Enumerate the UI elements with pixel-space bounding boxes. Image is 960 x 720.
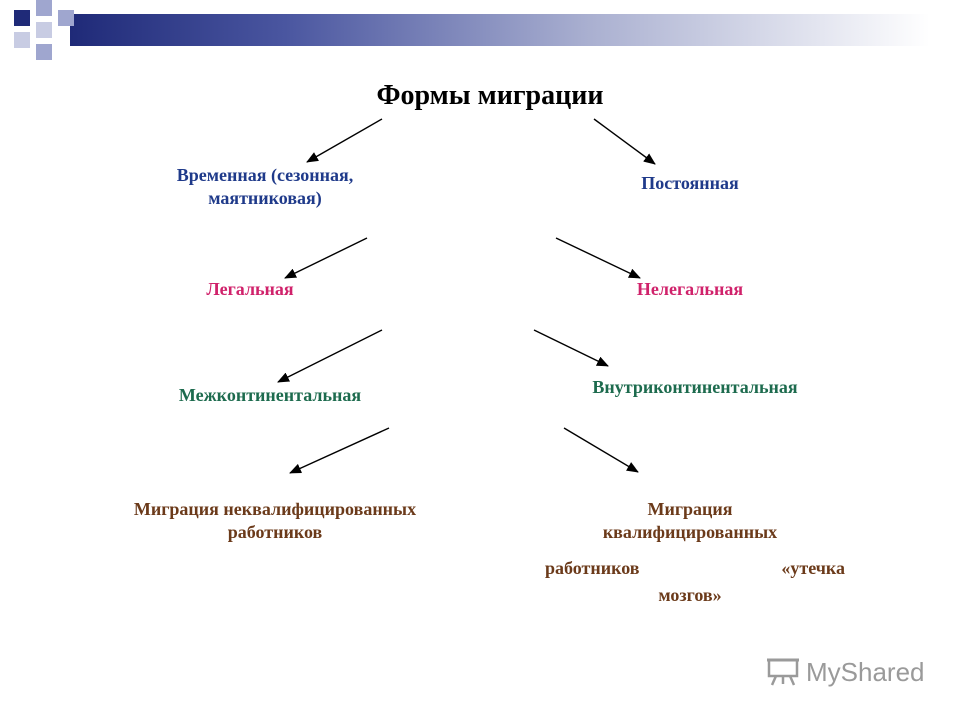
arrow-to-unskilled [290, 428, 389, 473]
node-legal: Легальная [206, 279, 294, 299]
node-temporary: Временная (сезонная, маятниковая) [176, 165, 354, 209]
arrow-to-skilled [564, 428, 638, 472]
arrow-to-illegal [556, 238, 640, 278]
diagram-title: Формы миграции [376, 80, 604, 111]
arrow-to-legal [285, 238, 367, 278]
node-permanent: Постоянная [641, 173, 739, 193]
node-intracontinental: Внутриконтинентальная [592, 377, 798, 397]
node-unskilled-migration: Миграция неквалифицированных работников [133, 499, 417, 543]
arrow-to-permanent [594, 119, 655, 164]
skilled-line2-left: работников [545, 558, 640, 578]
node-skilled-migration-line3: мозгов» [658, 585, 722, 605]
skilled-line2-right: «утечка [781, 558, 845, 578]
arrow-to-temporary [307, 119, 382, 162]
node-illegal: Нелегальная [636, 279, 744, 299]
arrow-to-intercontinental [278, 330, 382, 382]
arrow-to-intracontinental [534, 330, 608, 366]
watermark [766, 652, 936, 692]
presentation-board-icon [766, 657, 800, 687]
node-skilled-migration-line1: Миграция квалифицированных [602, 499, 778, 543]
node-intercontinental: Межконтинентальная [178, 385, 362, 405]
watermark-text: MyShared [806, 656, 925, 687]
